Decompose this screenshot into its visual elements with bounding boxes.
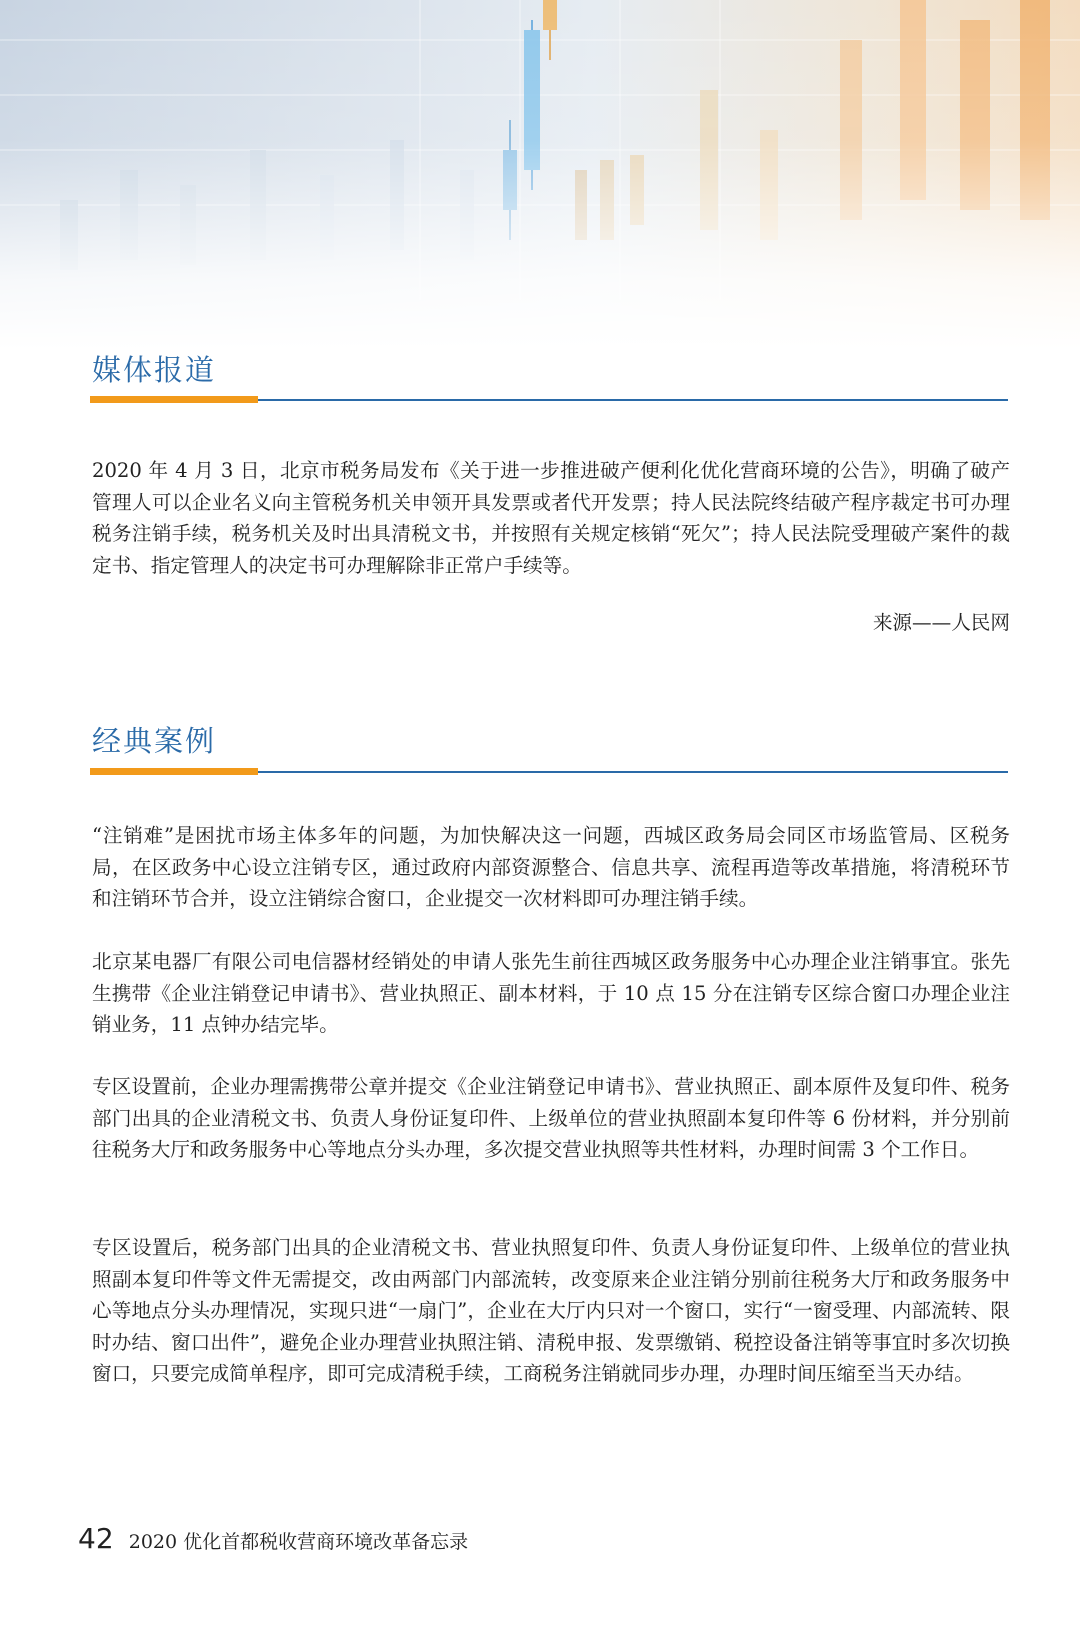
section-divider-accent xyxy=(90,768,258,775)
page-number: 42 xyxy=(78,1522,114,1555)
section-divider-accent xyxy=(90,396,258,403)
case-paragraph-3: 专区设置前，企业办理需携带公章并提交《企业注销登记申请书》、营业执照正、副本原件及复印件、税务部门出具的企业清税文书、负责人身份证复印件、上级单位的营业执照副本复印件等 6 份材料，并分别前往税务大厅和政务服务中心等地点分头办理，多次提交营业执照等共性材料，办理时间需 3 个工作日。 xyxy=(92,1075,1010,1161)
media-report-paragraph: 2020 年 4 月 3 日，北京市税务局发布《关于进一步推进破产便利化优化营商环境的公告》，明确了破产管理人可以企业名义向主管税务机关申领开具发票或者代开发票；持人民法院终结破产程序裁定书可办理税务注销手续，税务机关及时出具清税文书，并按照有关规定核销“死欠”；持人民法院受理破产案件的裁定书、指定管理人的决定书可办理解除非正常户手续等。 xyxy=(92,459,1010,577)
header-banner-image xyxy=(0,0,1080,350)
case-paragraph-4: 专区设置后，税务部门出具的企业清税文书、营业执照复印件、负责人身份证复印件、上级单位的营业执照副本复印件等文件无需提交，改由两部门内部流转，改变原来企业注销分别前往税务大厅和政务服务中心等地点分头办理情况，实现只进“一扇门”，企业在大厅内只对一个窗口，实行“一窗受理、内部流转、限时办结、窗口出件”，避免企业办理营业执照注销、清税申报、发票缴销、税控设备注销等事宜时多次切换窗口，只要完成简单程序，即可完成清税手续，工商税务注销就同步办理，办理时间压缩至当天办结。 xyxy=(92,1236,1010,1385)
section-title-media: 媒体报道 xyxy=(92,353,217,387)
section-divider-media xyxy=(90,399,1008,401)
case-paragraph-1: “注销难”是困扰市场主体多年的问题，为加快解决这一问题，西城区政务局会同区市场监管局、区税务局，在区政务中心设立注销专区，通过政府内部资源整合、信息共享、流程再造等改革措施，将清税环节和注销环节合并，设立注销综合窗口，企业提交一次材料即可办理注销手续。 xyxy=(92,824,1010,910)
section-title-case: 经典案例 xyxy=(92,724,217,758)
media-source: 来源——人民网 xyxy=(872,611,1010,634)
case-paragraph-2: 北京某电器厂有限公司电信器材经销处的申请人张先生前往西城区政务服务中心办理企业注销事宜。张先生携带《企业注销登记申请书》、营业执照正、副本材料，于 10 点 15 分在注销专区综合窗口办理企业注销业务，11 点钟办结完毕。 xyxy=(92,950,1010,1036)
publication-title: 2020 优化首都税收营商环境改革备忘录 xyxy=(128,1531,469,1553)
page-footer xyxy=(78,1522,468,1555)
section-divider-case xyxy=(90,771,1008,773)
